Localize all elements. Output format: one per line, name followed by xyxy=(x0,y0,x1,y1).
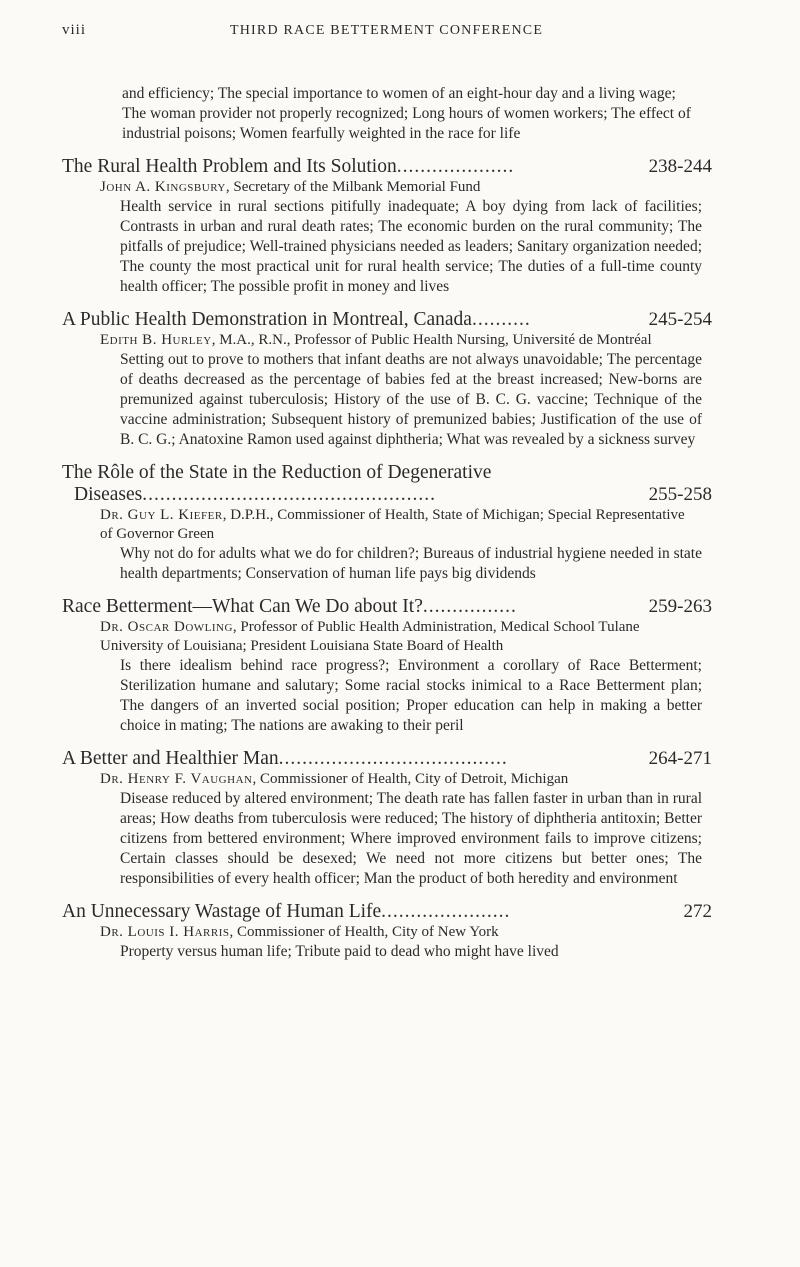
entry-pages: 259-263 xyxy=(648,596,712,617)
entry-author xyxy=(100,178,700,197)
leader-dots: .......... xyxy=(471,309,531,330)
leader-dots: ................ xyxy=(422,596,517,617)
page-number: viii xyxy=(62,22,87,38)
entry-summary: Disease reduced by altered environment; The death rate has fallen faster in urban than in rural areas; How deaths from tuberculosis were reduced; The history of diphtheria antitoxin; Better citizens from bettered environment; Where improved environment fails to improve citizens; Certain classes should be desexed; We need not more citizens but better ones; The responsibilities of every health officer; Man the product of both heredity and environment xyxy=(120,790,703,887)
running-head: THIRD RACE BETTERMENT CONFERENCE xyxy=(230,23,544,38)
author-detail: , Professor of Public Health Administration, Medical School Tulane University of Louisiana; President Louisiana State Board of Health xyxy=(100,619,640,654)
entry-author xyxy=(100,506,700,544)
entry-title[interactable] xyxy=(62,596,712,618)
entry-author xyxy=(100,331,718,350)
entry-title[interactable] xyxy=(62,156,712,178)
leader-dots: .................... xyxy=(396,156,515,177)
toc-entry xyxy=(62,309,712,450)
entry-pages: 245-254 xyxy=(648,309,712,330)
author-name: Dr. Guy L. Kiefer xyxy=(100,507,223,523)
toc-entry xyxy=(62,596,712,736)
entry-title-line1[interactable]: The Rôle of the State in the Reduction of Degenerative xyxy=(62,462,492,483)
entry-title-text: A Better and Healthier Man xyxy=(62,748,279,769)
entry-summary: Is there idealism behind race progress?; Environment a corollary of Race Betterment; Sterilization humane and salutary; Some racial stocks inimical to a Race Betterment plan; The dangers of an inverted social position; Proper education can help in making a better choice in mating; The nations are awaking to their peril xyxy=(120,657,702,734)
author-name: Dr. Oscar Dowling xyxy=(100,619,233,635)
entry-pages: 255-258 xyxy=(648,484,712,505)
entry-title[interactable] xyxy=(62,309,712,331)
entry-title[interactable] xyxy=(62,901,712,923)
toc-entry xyxy=(62,901,712,962)
author-detail: , Commissioner of Health, City of New York xyxy=(229,924,499,940)
author-detail: , D.P.H., Commissioner of Health, State of Michigan; Special Representative of Governor Green xyxy=(100,507,685,542)
author-detail: , Commissioner of Health, City of Detroit, Michigan xyxy=(252,771,569,787)
entry-author xyxy=(100,923,700,942)
entry-title-text: An Unnecessary Wastage of Human Life xyxy=(62,901,382,922)
entry-summary: Property versus human life; Tribute paid to dead who might have lived xyxy=(120,943,559,960)
entry-summary: Health service in rural sections pitifully inadequate; A boy dying from lack of facilities; Contrasts in urban and rural death rates; The economic burden on the rural community; The pitfalls of prejudice; Well-trained physicians needed as leaders; Sanitary organization needed; The county the most practical unit for rural health service; The duties of a full-time county health officer; The possible profit in money and lives xyxy=(120,198,702,295)
entry-pages: 272 xyxy=(683,901,712,922)
table-of-contents xyxy=(62,84,712,962)
toc-entry xyxy=(62,462,712,584)
leader-dots: .................................................. xyxy=(142,484,436,505)
author-name: Dr. Louis I. Harris xyxy=(100,924,230,940)
entry-title-text: Race Betterment—What Can We Do about It? xyxy=(62,596,423,617)
page-header xyxy=(62,22,740,42)
author-detail: , M.A., R.N., Professor of Public Health Nursing, Université de Montréal xyxy=(211,332,652,348)
leader-dots: ....................................... xyxy=(278,748,508,769)
entry-author xyxy=(100,770,700,789)
entry-title[interactable] xyxy=(62,748,712,770)
entry-author xyxy=(100,618,700,656)
entry-pages: 264-271 xyxy=(648,748,712,769)
author-name: Edith B. Hurley xyxy=(100,332,212,348)
entry-pages: 238-244 xyxy=(648,156,712,177)
author-name: John A. Kingsbury xyxy=(100,179,226,195)
entry-title-text: A Public Health Demonstration in Montreal, Canada xyxy=(62,309,472,330)
toc-entry xyxy=(62,156,712,297)
leader-dots: ...................... xyxy=(381,901,511,922)
author-name: Dr. Henry F. Vaughan xyxy=(100,771,253,787)
toc-entry xyxy=(62,748,712,889)
entry-summary: Setting out to prove to mothers that infant deaths are not always unavoidable; The percentage of deaths decreased as the percentage of babies fed at the breast increased; New-borns are premunized against tuberculosis; History of the use of B. C. G. vaccine; Technique of the vaccine administration; Subsequent history of premunized babies; Justification of the use of B. C. G.; Anatoxine Ramon used against diphtheria; What was revealed by a sickness survey xyxy=(120,351,702,448)
entry-title-text: The Rural Health Problem and Its Solution xyxy=(62,156,397,177)
entry-title-text: Diseases xyxy=(74,484,143,505)
entry-title[interactable] xyxy=(74,484,712,506)
continuation-summary: and efficiency; The special importance to women of an eight-hour day and a living wage; The woman provider not properly recognized; Long hours of women workers; The effect of industrial poisons; Women fearfully weighted in the race for life xyxy=(122,85,691,142)
author-detail: , Secretary of the Milbank Memorial Fund xyxy=(225,179,481,195)
entry-summary: Why not do for adults what we do for children?; Bureaus of industrial hygiene needed in state health departments; Conservation of human life pays big dividends xyxy=(120,545,702,582)
